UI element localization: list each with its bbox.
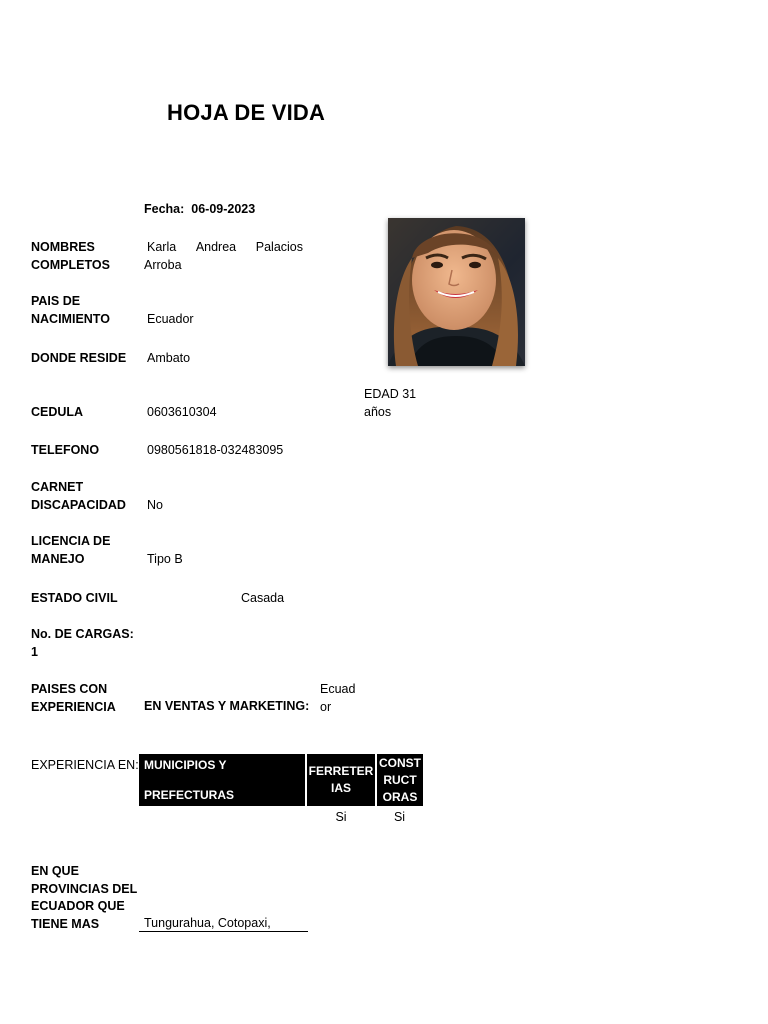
header-ferreterias-line-1: FERRETER: [308, 764, 374, 778]
licencia-label-line-2: MANEJO: [31, 551, 85, 566]
nombres-label-line-2: COMPLETOS: [31, 257, 110, 272]
header-constructoras-line-3: ORAS: [382, 789, 418, 804]
telefono-label: TELEFONO: [31, 443, 100, 457]
cargas-label-line-1: No. DE CARGAS:: [31, 627, 134, 641]
nombres-word: Karla: [147, 240, 177, 254]
experience-value-row: [139, 806, 423, 828]
pais-label-line-2: NACIMIENTO: [31, 311, 110, 326]
header-constructoras-line-2: RUCT: [383, 772, 417, 787]
header-constructoras: [376, 754, 423, 806]
provincias-label: [31, 863, 137, 933]
provincias-value: Tungurahua, Cotopaxi,: [144, 916, 271, 930]
experience-table: [139, 754, 423, 828]
carnet-value: No: [147, 498, 163, 512]
profile-photo-image: [388, 218, 525, 366]
value-ferreterias: Si: [335, 810, 347, 824]
reside-label: DONDE RESIDE: [31, 351, 127, 365]
licencia-label-line-1: LICENCIA DE: [31, 534, 111, 548]
edad-line-2: años: [364, 404, 392, 419]
cedula-label: CEDULA: [31, 405, 84, 419]
provincias-label-line-1: EN QUE: [31, 864, 79, 878]
edad-line-1: EDAD 31: [364, 387, 417, 401]
pais-value: Ecuador: [147, 312, 194, 326]
provincias-label-line-4: TIENE MAS: [31, 916, 100, 931]
header-municipios-line-1: MUNICIPIOS Y: [144, 758, 227, 772]
provincias-label-line-3: ECUADOR QUE: [31, 899, 125, 913]
header-constructoras-line-1: CONST: [379, 755, 421, 770]
header-ferreterias: [306, 754, 376, 806]
nombres-value-line-1: [147, 239, 303, 257]
licencia-value: Tipo B: [147, 552, 183, 566]
experience-header-row: [139, 754, 423, 806]
paises-label-line-1: PAISES CON: [31, 682, 108, 696]
nombres-value-line-2: Arroba: [144, 258, 182, 272]
fecha-row: [144, 201, 255, 219]
nombres-word: Andrea: [195, 240, 237, 254]
document-title: HOJA DE VIDA: [167, 100, 326, 125]
header-municipios: [139, 754, 306, 806]
pais-label: [31, 293, 110, 328]
profile-photo: [388, 218, 525, 366]
carnet-label: [31, 479, 126, 514]
provincias-label-line-2: PROVINCIAS DEL: [31, 881, 138, 896]
licencia-label: [31, 533, 110, 568]
estado-civil-value: Casada: [241, 591, 285, 605]
cargas-value: 1: [31, 644, 38, 659]
paises-value: [320, 681, 355, 716]
header-ferreterias-line-2: IAS: [330, 781, 351, 795]
fecha-label: Fecha:: [144, 202, 185, 216]
paises-label: [31, 681, 116, 716]
paises-label-line-2: EXPERIENCIA: [31, 699, 116, 714]
reside-value: Ambato: [147, 351, 191, 365]
paises-sublabel: EN VENTAS Y MARKETING:: [144, 699, 310, 713]
nombres-label: [31, 239, 110, 274]
paises-value-line-2: or: [320, 699, 332, 714]
value-municipios: [139, 806, 306, 828]
header-municipios-line-2: PREFECTURAS: [144, 788, 235, 802]
estado-civil-label: ESTADO CIVIL: [31, 591, 118, 605]
telefono-value: 0980561818-032483095: [147, 443, 284, 457]
nombres-word: Palacios: [255, 240, 303, 254]
cedula-value: 0603610304: [147, 405, 217, 419]
value-constructoras: Si: [393, 810, 406, 824]
pais-label-line-1: PAIS DE: [31, 294, 81, 308]
paises-value-line-1: Ecuad: [320, 682, 356, 696]
cargas-label: [31, 626, 134, 661]
experiencia-label: EXPERIENCIA EN:: [31, 758, 139, 772]
fecha-value: 06-09-2023: [191, 202, 256, 216]
carnet-label-line-1: CARNET: [31, 480, 84, 494]
provincias-underline: [139, 931, 308, 932]
carnet-label-line-2: DISCAPACIDAD: [31, 497, 126, 512]
nombres-label-line-1: NOMBRES: [31, 240, 95, 254]
edad-text: [364, 386, 416, 421]
